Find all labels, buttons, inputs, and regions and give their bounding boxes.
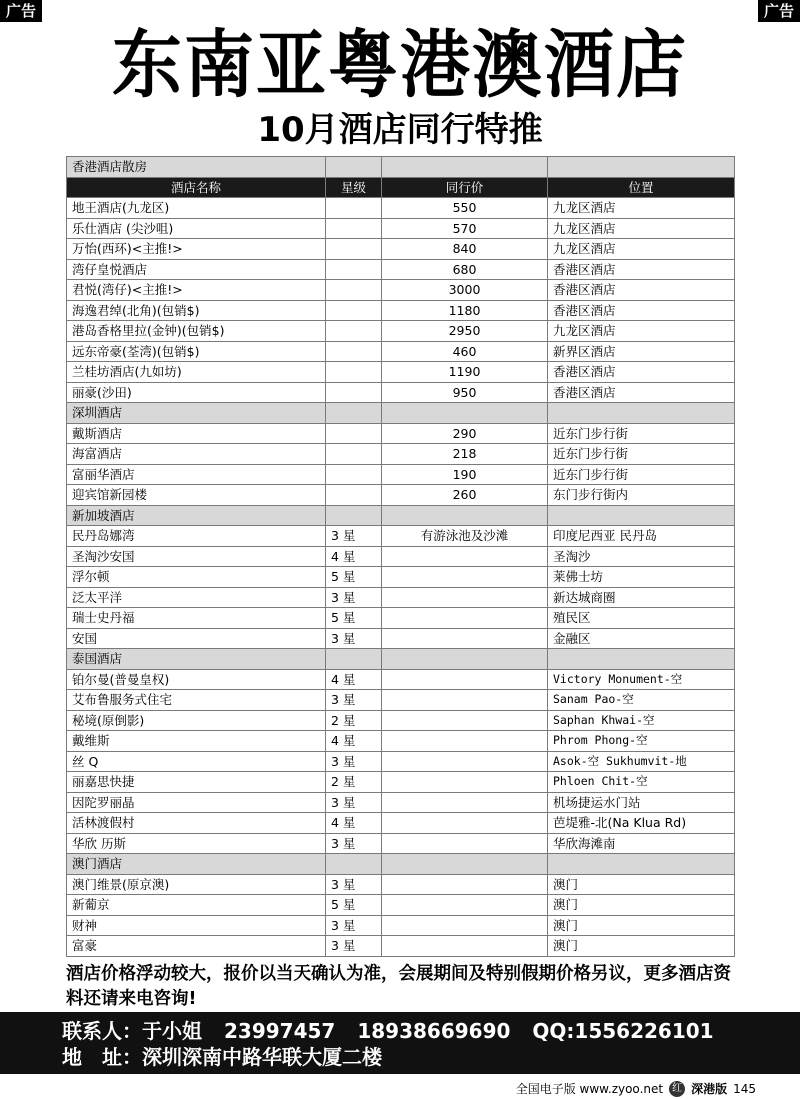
table-row: [67, 710, 735, 731]
star-rating-cell: 3 星: [326, 587, 382, 608]
price-cell: [382, 874, 548, 895]
price-cell: 1190: [382, 362, 548, 383]
location-cell: 新界区酒店: [548, 341, 735, 362]
price-cell: 有游泳池及沙滩: [382, 526, 548, 547]
hotel-name-cell: 远东帝豪(荃湾)(包销$): [67, 341, 326, 362]
location-cell: 九龙区酒店: [548, 321, 735, 342]
hotel-name-cell: 海富酒店: [67, 444, 326, 465]
location-cell: Phrom Phong-空: [548, 731, 735, 752]
contact-qq: QQ:1556226101: [532, 1019, 714, 1043]
location-cell: 澳门: [548, 874, 735, 895]
price-cell: [382, 690, 548, 711]
section-title: 新加坡酒店: [67, 505, 326, 526]
page-footer: [516, 1080, 756, 1098]
price-cell: 2950: [382, 321, 548, 342]
price-cell: 1180: [382, 300, 548, 321]
price-cell: [382, 895, 548, 916]
section-row: [67, 854, 735, 875]
star-rating-cell: 4 星: [326, 813, 382, 834]
hotel-name-cell: 兰桂坊酒店(九如坊): [67, 362, 326, 383]
location-cell: 近东门步行街: [548, 464, 735, 485]
page-subtitle: 10月酒店同行特推: [257, 110, 543, 150]
section-row: [67, 649, 735, 670]
star-rating-cell: [326, 341, 382, 362]
table-row: [67, 526, 735, 547]
location-cell: 新达城商圈: [548, 587, 735, 608]
hotel-name-cell: 迎宾馆新园楼: [67, 485, 326, 506]
hotel-name-cell: 丽嘉思快捷: [67, 772, 326, 793]
section-empty-cell: [548, 505, 735, 526]
price-cell: 460: [382, 341, 548, 362]
hotel-name-cell: 秘境(原倒影): [67, 710, 326, 731]
table-row: [67, 731, 735, 752]
price-note: 酒店价格浮动较大，报价以当天确认为准，会展期间及特别假期价格另议，更多酒店资料还请来电咨询!: [66, 964, 731, 1009]
star-rating-cell: [326, 239, 382, 260]
section-empty-cell: [382, 505, 548, 526]
section-title: 香港酒店散房: [67, 157, 326, 178]
table-row: [67, 669, 735, 690]
location-cell: 印度尼西亚 民丹岛: [548, 526, 735, 547]
table-row: [67, 341, 735, 362]
table-row: [67, 444, 735, 465]
price-cell: 190: [382, 464, 548, 485]
hotel-name-cell: 戴维斯: [67, 731, 326, 752]
page-title: 东南亚粤港澳酒店: [112, 20, 688, 109]
star-rating-cell: [326, 280, 382, 301]
contact-person-label: 联系人：: [62, 1019, 142, 1043]
price-cell: [382, 546, 548, 567]
hotel-name-cell: 泛太平洋: [67, 587, 326, 608]
location-cell: 金融区: [548, 628, 735, 649]
star-rating-cell: 4 星: [326, 669, 382, 690]
star-rating-cell: [326, 259, 382, 280]
section-title: 澳门酒店: [67, 854, 326, 875]
star-rating-cell: [326, 423, 382, 444]
location-cell: Saphan Khwai-空: [548, 710, 735, 731]
table-row: [67, 895, 735, 916]
hotel-name-cell: 丝 Q: [67, 751, 326, 772]
ad-label-right: 广告: [758, 0, 800, 22]
address: 深圳深南中路华联大厦二楼: [142, 1045, 382, 1069]
section-title: 泰国酒店: [67, 649, 326, 670]
location-cell: 东门步行街内: [548, 485, 735, 506]
table-row: [67, 382, 735, 403]
contact-bar: [0, 1012, 800, 1074]
contact-phone-1: 23997457: [224, 1019, 336, 1043]
star-rating-cell: 2 星: [326, 710, 382, 731]
page-number: 145: [733, 1082, 756, 1096]
section-empty-cell: [382, 649, 548, 670]
ad-label-left: 广告: [0, 0, 42, 22]
star-rating-cell: 3 星: [326, 690, 382, 711]
location-cell: 香港区酒店: [548, 280, 735, 301]
star-rating-cell: [326, 464, 382, 485]
section-empty-cell: [326, 649, 382, 670]
price-cell: 570: [382, 218, 548, 239]
price-cell: [382, 608, 548, 629]
star-rating-cell: 5 星: [326, 567, 382, 588]
hotel-name-cell: 华欣 历斯: [67, 833, 326, 854]
section-title: 深圳酒店: [67, 403, 326, 424]
star-rating-cell: [326, 444, 382, 465]
price-cell: [382, 628, 548, 649]
price-cell: 260: [382, 485, 548, 506]
star-rating-cell: 3 星: [326, 833, 382, 854]
star-rating-cell: [326, 198, 382, 219]
star-rating-cell: 3 星: [326, 751, 382, 772]
hotel-name-cell: 民丹岛娜湾: [67, 526, 326, 547]
table-row: [67, 915, 735, 936]
table-row: [67, 587, 735, 608]
contact-person: 于小姐: [142, 1019, 202, 1043]
hotel-name-cell: 地王酒店(九龙区): [67, 198, 326, 219]
publication-logo-icon: 红: [669, 1081, 685, 1097]
price-cell: [382, 792, 548, 813]
price-cell: [382, 669, 548, 690]
price-cell: [382, 731, 548, 752]
section-row: [67, 157, 735, 178]
contact-phone-2: 18938669690: [357, 1019, 511, 1043]
price-cell: [382, 587, 548, 608]
location-cell: 香港区酒店: [548, 300, 735, 321]
location-cell: 九龙区酒店: [548, 218, 735, 239]
header-star-rating: 星级: [326, 177, 382, 198]
table-row: [67, 567, 735, 588]
location-cell: 华欣海滩南: [548, 833, 735, 854]
table-row: [67, 833, 735, 854]
table-row: [67, 198, 735, 219]
section-row: [67, 403, 735, 424]
location-cell: 莱佛士坊: [548, 567, 735, 588]
star-rating-cell: 3 星: [326, 526, 382, 547]
price-cell: 3000: [382, 280, 548, 301]
hotel-name-cell: 安国: [67, 628, 326, 649]
header-location: 位置: [548, 177, 735, 198]
location-cell: 香港区酒店: [548, 259, 735, 280]
price-cell: 550: [382, 198, 548, 219]
table-row: [67, 423, 735, 444]
hotel-name-cell: 澳门维景(原京澳): [67, 874, 326, 895]
table-row: [67, 936, 735, 957]
table-row: [67, 546, 735, 567]
star-rating-cell: [326, 382, 382, 403]
section-empty-cell: [326, 505, 382, 526]
star-rating-cell: 4 星: [326, 546, 382, 567]
location-cell: 芭堤雅-北(Na Klua Rd): [548, 813, 735, 834]
hotel-name-cell: 港岛香格里拉(金钟)(包销$): [67, 321, 326, 342]
hotel-name-cell: 富豪: [67, 936, 326, 957]
price-cell: 950: [382, 382, 548, 403]
location-cell: Asok-空 Sukhumvit-地: [548, 751, 735, 772]
table-row: [67, 813, 735, 834]
location-cell: 近东门步行街: [548, 444, 735, 465]
star-rating-cell: [326, 362, 382, 383]
star-rating-cell: 3 星: [326, 874, 382, 895]
star-rating-cell: 3 星: [326, 936, 382, 957]
price-cell: [382, 833, 548, 854]
star-rating-cell: [326, 300, 382, 321]
hotel-name-cell: 瑞士史丹福: [67, 608, 326, 629]
table-row: [67, 772, 735, 793]
location-cell: 近东门步行街: [548, 423, 735, 444]
price-cell: [382, 915, 548, 936]
location-cell: 香港区酒店: [548, 362, 735, 383]
table-row: [67, 259, 735, 280]
hotel-name-cell: 因陀罗丽晶: [67, 792, 326, 813]
table-row: [67, 239, 735, 260]
hotel-name-cell: 铂尔曼(普曼皇权): [67, 669, 326, 690]
table-header-row: [67, 177, 735, 198]
location-cell: 澳门: [548, 936, 735, 957]
table-row: [67, 321, 735, 342]
price-cell: 840: [382, 239, 548, 260]
section-row: [67, 505, 735, 526]
hotel-name-cell: 财神: [67, 915, 326, 936]
section-empty-cell: [326, 157, 382, 178]
section-empty-cell: [382, 403, 548, 424]
footer-edition: 深港版: [691, 1082, 728, 1096]
table-row: [67, 362, 735, 383]
hotel-name-cell: 万怡(西环)<主推!>: [67, 239, 326, 260]
location-cell: 九龙区酒店: [548, 239, 735, 260]
hotel-name-cell: 乐仕酒店 (尖沙咀): [67, 218, 326, 239]
star-rating-cell: 3 星: [326, 628, 382, 649]
header-price: 同行价: [382, 177, 548, 198]
star-rating-cell: 4 星: [326, 731, 382, 752]
location-cell: 澳门: [548, 915, 735, 936]
hotel-name-cell: 海逸君绰(北角)(包销$): [67, 300, 326, 321]
section-empty-cell: [326, 854, 382, 875]
section-empty-cell: [382, 157, 548, 178]
hotel-name-cell: 活林渡假村: [67, 813, 326, 834]
table-row: [67, 608, 735, 629]
section-empty-cell: [382, 854, 548, 875]
location-cell: 香港区酒店: [548, 382, 735, 403]
hotel-name-cell: 新葡京: [67, 895, 326, 916]
price-cell: [382, 710, 548, 731]
star-rating-cell: [326, 218, 382, 239]
price-cell: [382, 751, 548, 772]
table-row: [67, 218, 735, 239]
hotel-name-cell: 艾布鲁服务式住宅: [67, 690, 326, 711]
star-rating-cell: 3 星: [326, 915, 382, 936]
table-row: [67, 464, 735, 485]
location-cell: 机场捷运水门站: [548, 792, 735, 813]
location-cell: 九龙区酒店: [548, 198, 735, 219]
price-cell: [382, 567, 548, 588]
star-rating-cell: 5 星: [326, 608, 382, 629]
hotel-name-cell: 戴斯酒店: [67, 423, 326, 444]
price-cell: [382, 772, 548, 793]
table-row: [67, 485, 735, 506]
hotel-name-cell: 富丽华酒店: [67, 464, 326, 485]
hotel-price-table: [66, 156, 735, 957]
table-row: [67, 690, 735, 711]
star-rating-cell: 5 星: [326, 895, 382, 916]
table-row: [67, 751, 735, 772]
hotel-name-cell: 君悦(湾仔)<主推!>: [67, 280, 326, 301]
price-cell: [382, 813, 548, 834]
price-cell: [382, 936, 548, 957]
footer-site: 全国电子版 www.zyoo.net: [515, 1082, 664, 1096]
location-cell: Victory Monument-空: [548, 669, 735, 690]
price-cell: 218: [382, 444, 548, 465]
section-empty-cell: [548, 649, 735, 670]
location-cell: Sanam Pao-空: [548, 690, 735, 711]
star-rating-cell: 2 星: [326, 772, 382, 793]
contact-line: [62, 1018, 714, 1044]
hotel-name-cell: 圣淘沙安国: [67, 546, 326, 567]
section-empty-cell: [548, 157, 735, 178]
table-row: [67, 280, 735, 301]
star-rating-cell: [326, 321, 382, 342]
section-empty-cell: [548, 854, 735, 875]
address-label: 地 址：: [62, 1045, 142, 1069]
location-cell: 殖民区: [548, 608, 735, 629]
table-row: [67, 792, 735, 813]
location-cell: Phloen Chit-空: [548, 772, 735, 793]
section-empty-cell: [326, 403, 382, 424]
address-line: [62, 1044, 382, 1070]
hotel-name-cell: 浮尔顿: [67, 567, 326, 588]
location-cell: 澳门: [548, 895, 735, 916]
price-cell: 680: [382, 259, 548, 280]
section-empty-cell: [548, 403, 735, 424]
star-rating-cell: [326, 485, 382, 506]
price-cell: 290: [382, 423, 548, 444]
header-hotel-name: 酒店名称: [67, 177, 326, 198]
table-row: [67, 628, 735, 649]
hotel-name-cell: 丽豪(沙田): [67, 382, 326, 403]
location-cell: 圣淘沙: [548, 546, 735, 567]
table-row: [67, 874, 735, 895]
table-row: [67, 300, 735, 321]
star-rating-cell: 3 星: [326, 792, 382, 813]
hotel-name-cell: 湾仔皇悦酒店: [67, 259, 326, 280]
